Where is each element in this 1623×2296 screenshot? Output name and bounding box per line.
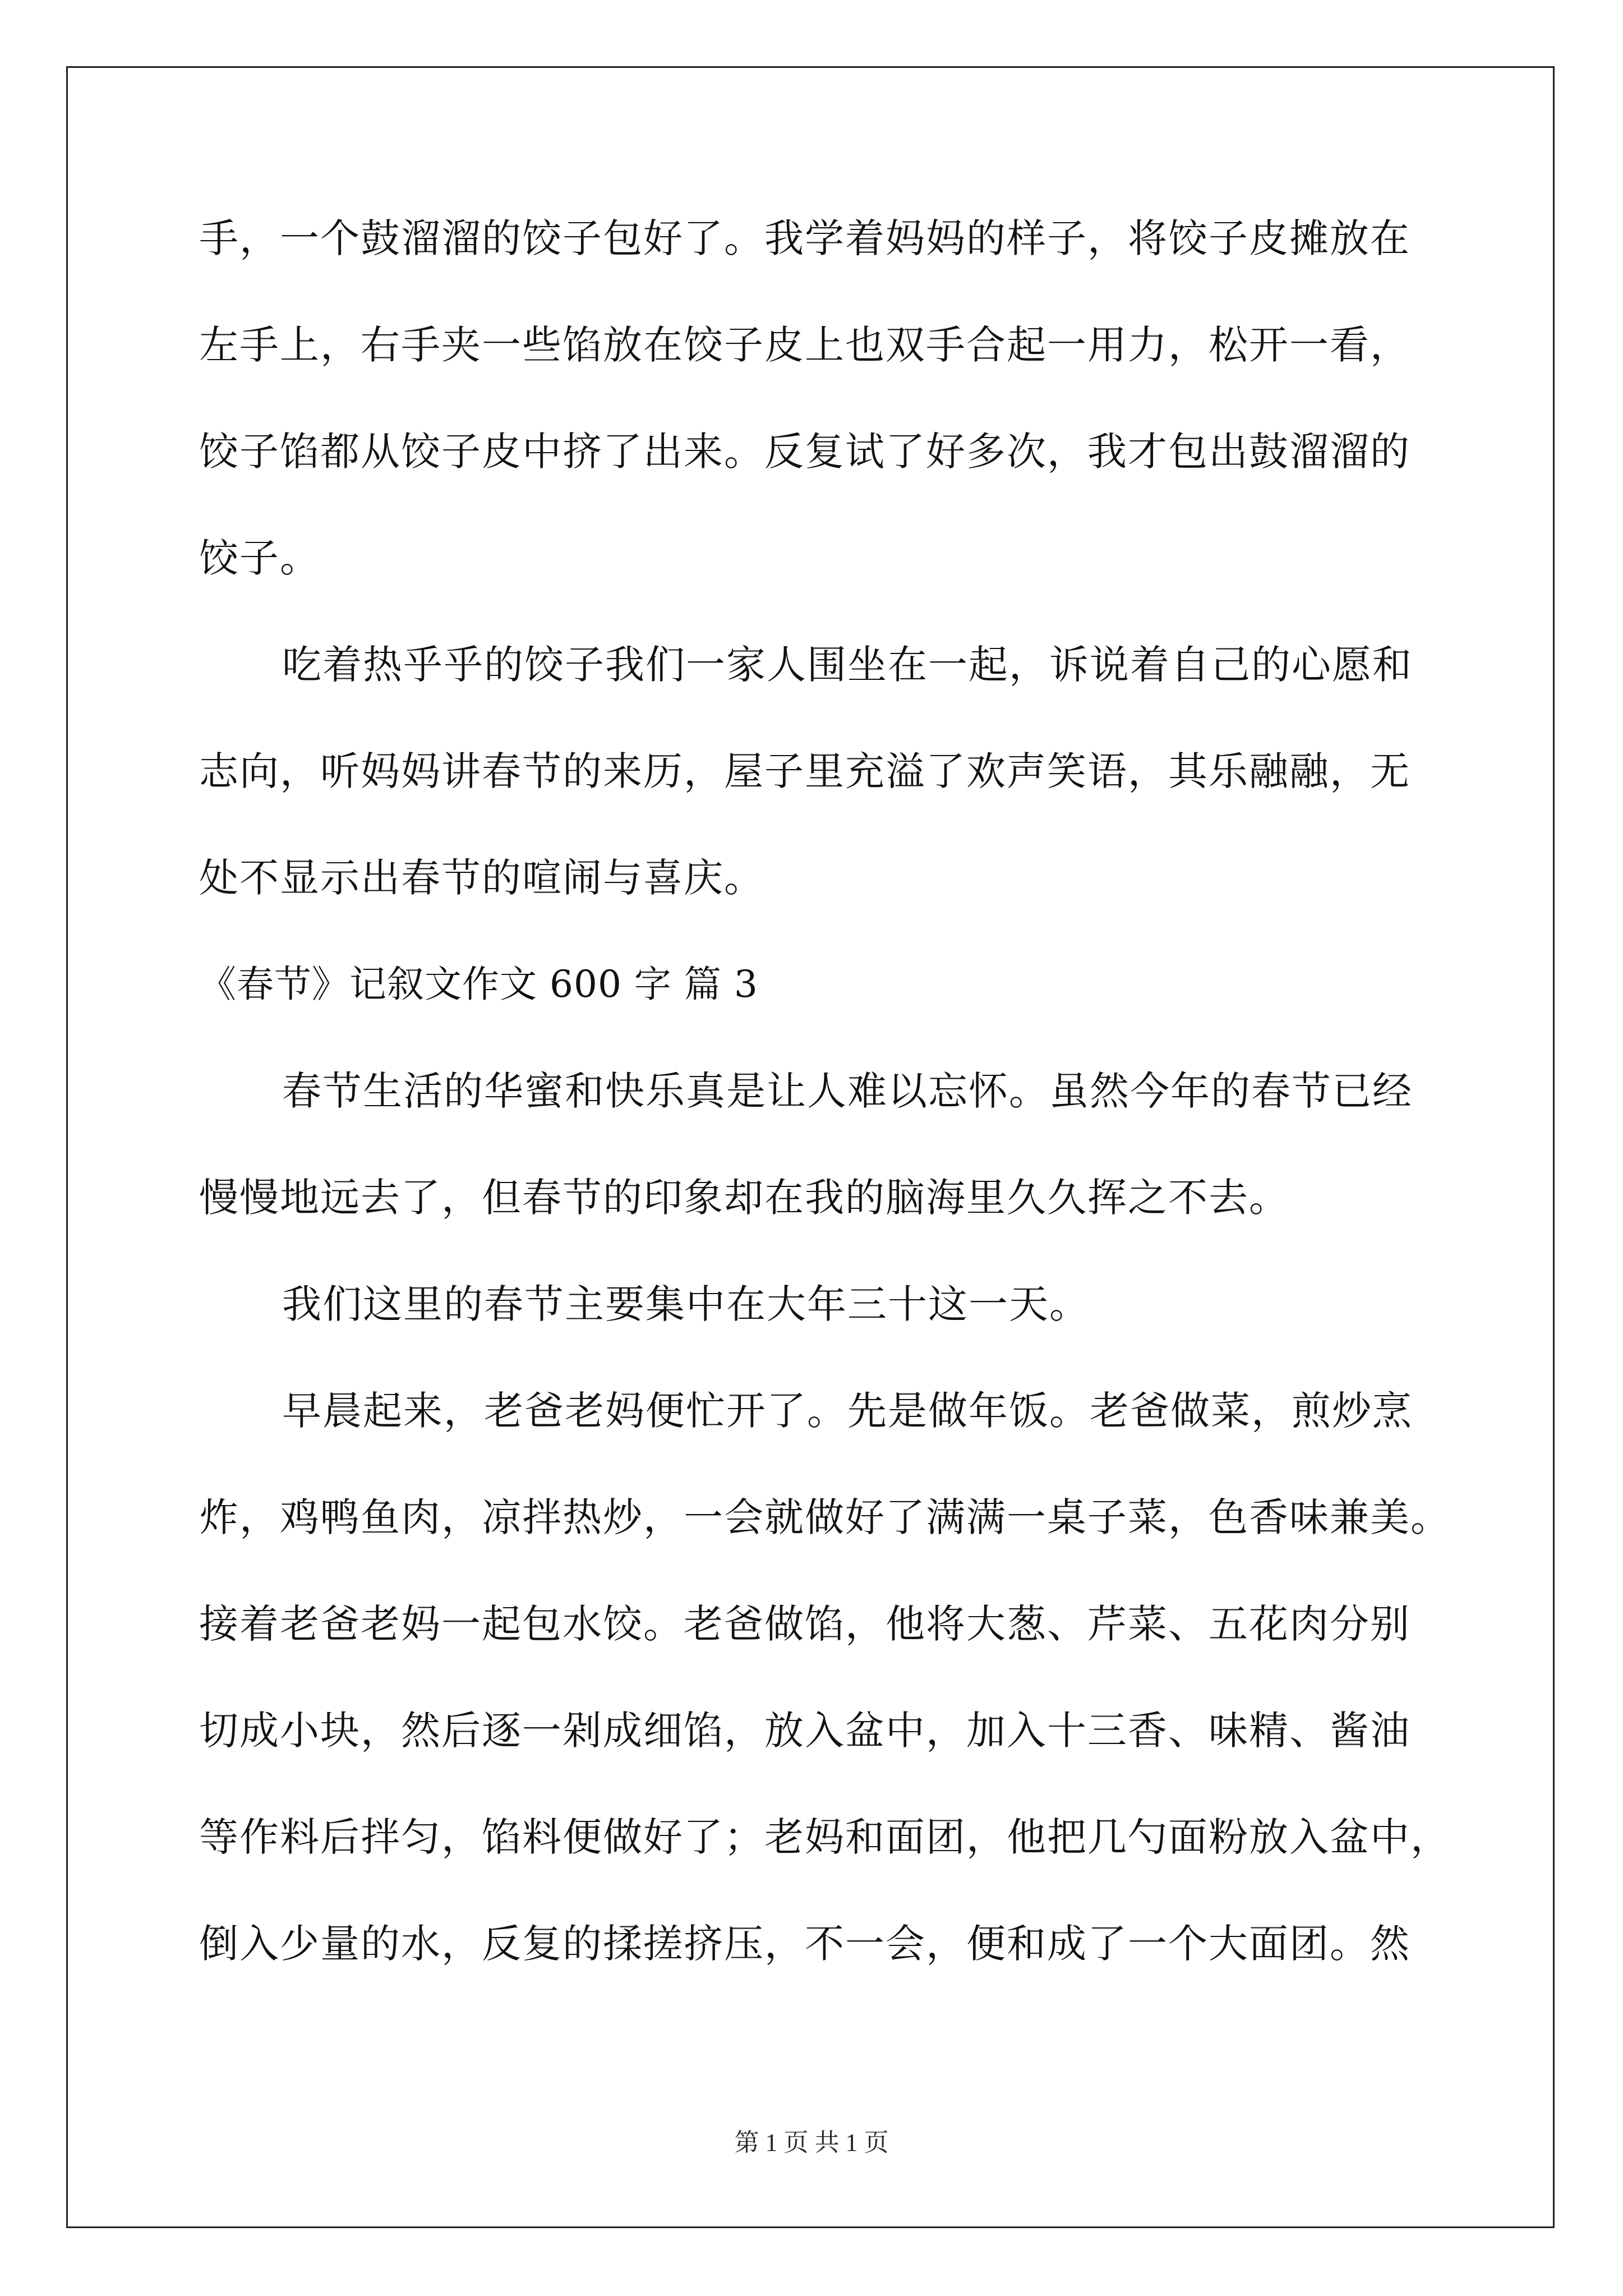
text-line: 饺子。 — [199, 535, 320, 581]
page-number: 第 1 页 共 1 页 — [734, 2129, 889, 2156]
paragraph-first-line: 我们这里的春节主要集中在大年三十这一天。 — [282, 1281, 1090, 1327]
text-line: 倒入少量的水，反复的揉搓挤压，不一会，便和成了一个大面团。然 — [199, 1921, 1410, 1967]
text-line: 饺子馅都从饺子皮中挤了出来。反复试了好多次，我才包出鼓溜溜的 — [199, 429, 1410, 475]
section-heading: 《春节》记叙文作文 600 字 篇 3 — [199, 963, 758, 1006]
paragraph-first-line: 吃着热乎乎的饺子我们一家人围坐在一起，诉说着自己的心愿和 — [282, 642, 1413, 688]
text-line: 切成小块，然后逐一剁成细馅，放入盆中，加入十三香、味精、酱油 — [199, 1708, 1410, 1754]
text-line: 左手上，右手夹一些馅放在饺子皮上也双手合起一用力，松开一看， — [199, 322, 1410, 368]
text-line: 接着老爸老妈一起包水饺。老爸做馅，他将大葱、芹菜、五花肉分别 — [199, 1601, 1410, 1647]
text-line: 处不显示出春节的喧闹与喜庆。 — [199, 855, 764, 901]
text-line: 炸，鸡鸭鱼肉，凉拌热炒，一会就做好了满满一桌子菜，色香味兼美。 — [199, 1494, 1451, 1540]
text-line: 慢慢地远去了，但春节的印象却在我的脑海里久久挥之不去。 — [199, 1175, 1289, 1221]
page-border — [66, 66, 1555, 2228]
paragraph-first-line: 早晨起来，老爸老妈便忙开了。先是做年饭。老爸做菜，煎炒烹 — [282, 1388, 1413, 1434]
text-line: 志向，听妈妈讲春节的来历，屋子里充溢了欢声笑语，其乐融融，无 — [199, 748, 1410, 794]
paragraph-first-line: 春节生活的华蜜和快乐真是让人难以忘怀。虽然今年的春节已经 — [282, 1068, 1413, 1114]
text-line: 等作料后拌匀，馅料便做好了；老妈和面团，他把几勺面粉放入盆中， — [199, 1814, 1451, 1860]
text-line: 手，一个鼓溜溜的饺子包好了。我学着妈妈的样子，将饺子皮摊放在 — [199, 215, 1410, 261]
